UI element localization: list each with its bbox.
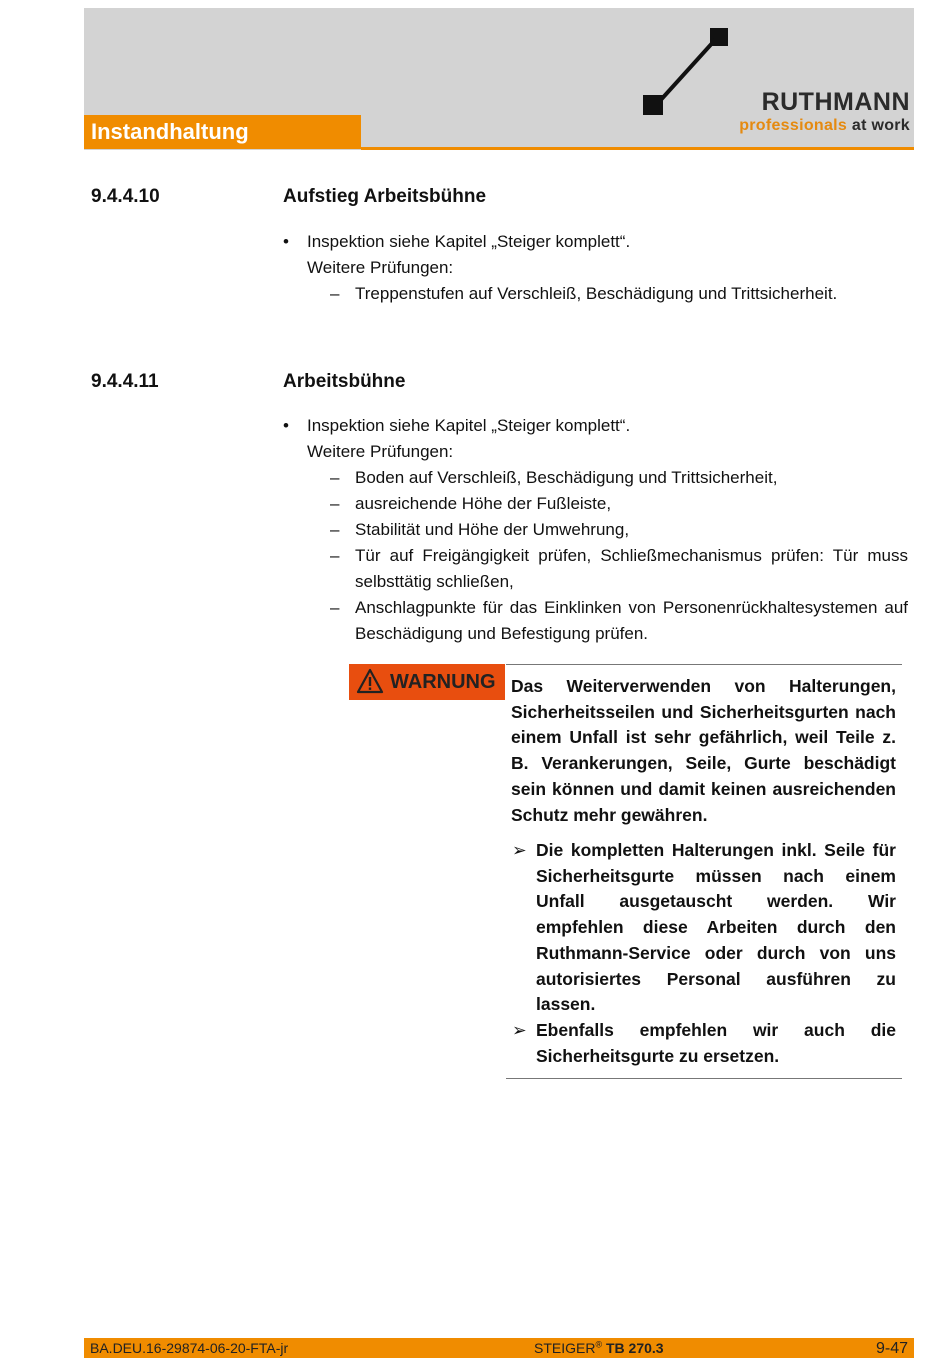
section-title: Arbeitsbühne	[283, 371, 406, 392]
footer-page-number: 9-47	[875, 1340, 908, 1357]
header-rule	[361, 147, 914, 150]
section-number: 9.4.4.11	[91, 371, 159, 392]
footer-model: TB 270.3	[606, 1340, 664, 1356]
bullet-text: Inspektion siehe Kapitel „Steiger komplett“.	[307, 416, 631, 435]
dash-icon: –	[330, 468, 340, 487]
dash-icon: –	[330, 284, 340, 303]
section-content	[283, 413, 913, 647]
list-item: – Treppenstufen auf Verschleiß, Beschädigung und Trittsicherheit.	[283, 281, 913, 307]
subheading: Weitere Prüfungen:	[307, 258, 454, 277]
warning-action: ➢ Ebenfalls empfehlen wir auch die Sicherheitsgurte zu ersetzen.	[512, 1019, 896, 1066]
dash-icon: –	[330, 520, 340, 539]
warning-label-text: WARNUNG	[390, 671, 496, 693]
header-section-title: Instandhaltung	[84, 115, 361, 149]
list-item: – Stabilität und Höhe der Umwehrung,	[283, 517, 913, 543]
dash-icon: –	[330, 598, 340, 617]
bullet-item	[283, 413, 913, 439]
arrow-right-icon: ➢	[512, 1019, 527, 1040]
dash-icon: –	[330, 546, 340, 565]
bullet-item	[283, 229, 913, 255]
footer-doc-id: BA.DEU.16-29874-06-20-FTA-jr	[90, 1340, 289, 1356]
warning-actions	[511, 838, 896, 1069]
warning-action: ➢ Die kompletten Halterungen inkl. Seile für Sicherheitsgurte müssen nach einem Unfall ausgetauscht werden. Wir empfehlen diese Arbeiten durch den Ruthmann-Service oder durch von uns autorisiertes Personal ausführen zu lassen.	[512, 840, 896, 1015]
section-content	[283, 229, 913, 307]
list-item: – Boden auf Verschleiß, Beschädigung und Trittsicherheit,	[283, 465, 913, 491]
check-list	[283, 281, 913, 307]
bullet-dot-icon: •	[283, 232, 289, 251]
logo-wordmark: RUTHMANN	[761, 88, 910, 116]
warning-triangle-icon	[356, 668, 384, 694]
list-item: – Anschlagpunkte für das Einklinken von Personenrückhaltesystemen auf Beschädigung und Befestigung prüfen.	[283, 595, 913, 647]
bullet-dot-icon: •	[283, 416, 289, 435]
logo-tagline-at-work: at work	[851, 117, 910, 134]
check-list	[283, 465, 913, 647]
dash-icon: –	[330, 494, 340, 513]
footer-product: STEIGER® TB 270.3	[534, 1339, 664, 1356]
page-header	[84, 8, 914, 150]
ruthmann-logo-mark-icon	[642, 26, 732, 118]
arrow-right-icon: ➢	[512, 840, 527, 860]
bullet-text: Inspektion siehe Kapitel „Steiger komplett“.	[307, 232, 631, 251]
warning-text: Das Weiterverwenden von Halterungen, Sicherheitsseilen und Sicherheitsgurten nach einem Unfall ist sehr gefährlich, weil Teile z. B. Verankerungen, Seile, Gurte beschädigt sein können und damit keinen ausreichenden Schutz mehr gewähren.	[511, 676, 896, 825]
warning-label	[349, 664, 505, 700]
logo-tagline-professionals: professionals	[739, 117, 848, 134]
list-item: – Tür auf Freigängigkeit prüfen, Schließmechanismus prüfen: Tür muss selbsttätig schließen,	[283, 543, 913, 595]
list-item: – ausreichende Höhe der Fußleiste,	[283, 491, 913, 517]
logo-tagline	[724, 117, 910, 135]
page-footer	[84, 1338, 914, 1358]
warning-box	[506, 664, 902, 1079]
section-title: Aufstieg Arbeitsbühne	[283, 186, 487, 207]
subheading: Weitere Prüfungen:	[307, 442, 454, 461]
section-number: 9.4.4.10	[91, 186, 160, 207]
